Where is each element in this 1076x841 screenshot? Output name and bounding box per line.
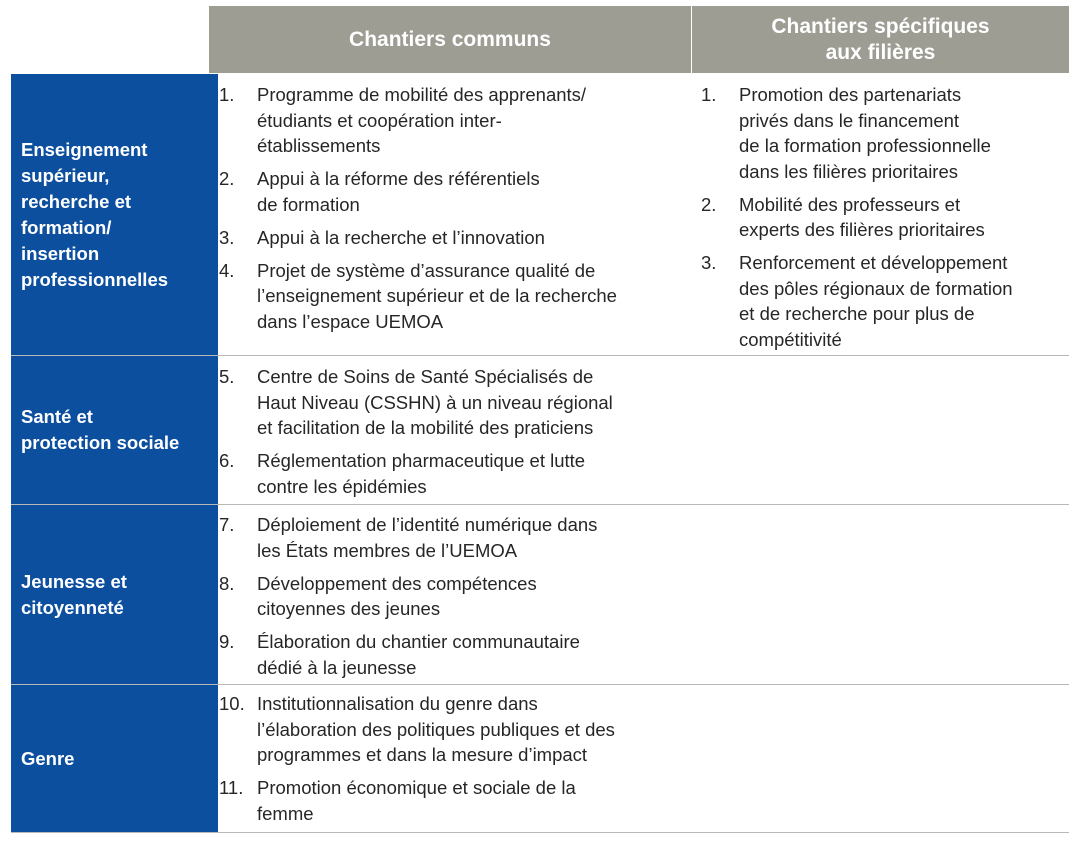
item-text: Élaboration du chantier communautaire dédié à la jeunesse xyxy=(257,631,580,678)
item-text: Réglementation pharmaceutique et lutte contre les épidémies xyxy=(257,450,586,497)
list-item xyxy=(219,364,689,441)
list-item xyxy=(701,250,1069,352)
list-item xyxy=(219,775,689,826)
item-number: 1. xyxy=(701,84,717,105)
list-item xyxy=(219,258,689,335)
list-item xyxy=(219,629,689,680)
common-list xyxy=(219,691,689,834)
list-item xyxy=(219,225,689,251)
list-item xyxy=(701,82,1069,184)
list-item xyxy=(219,691,689,768)
item-text: Appui à la réforme des référentiels de formation xyxy=(257,168,540,215)
list-item xyxy=(219,571,689,622)
row-label-text: Jeunesse et citoyenneté xyxy=(21,570,127,618)
item-text: Promotion des partenariats privés dans le financement de la formation professionnelle dans les filières prioritaires xyxy=(739,84,991,182)
item-text: Déploiement de l’identité numérique dans les États membres de l’UEMOA xyxy=(257,514,598,561)
table-row xyxy=(11,356,1069,505)
item-number: 7. xyxy=(219,514,235,535)
table-row xyxy=(11,505,1069,685)
row-label xyxy=(11,74,218,355)
list-item xyxy=(701,192,1069,243)
item-number: 2. xyxy=(219,168,235,189)
item-number: 11. xyxy=(219,777,244,798)
item-number: 10. xyxy=(219,693,245,714)
list-item xyxy=(219,448,689,499)
table-row xyxy=(11,685,1069,833)
item-text: Promotion économique et sociale de la femme xyxy=(257,777,576,824)
item-text: Centre de Soins de Santé Spécialisés de Haut Niveau (CSSHN) à un niveau régional et facilitation de la mobilité des praticiens xyxy=(257,366,613,438)
item-number: 2. xyxy=(701,193,717,215)
item-text: Projet de système d’assurance qualité de l’enseignement supérieur et de la recherche dans l’espace UEMOA xyxy=(257,259,617,332)
item-number: 3. xyxy=(701,252,717,273)
item-number: 8. xyxy=(219,572,235,594)
item-number: 9. xyxy=(219,631,235,652)
header-chantiers-communs-text: Chantiers communs xyxy=(349,27,551,51)
item-text: Institutionnalisation du genre dans l’élaboration des politiques publiques et des programmes et dans la mesure d’impact xyxy=(257,693,615,765)
specific-list xyxy=(701,82,1069,360)
row-label xyxy=(11,685,218,832)
list-item xyxy=(219,512,689,563)
table-row xyxy=(11,74,1069,356)
header-chantiers-specifiques-text: Chantiers spécifiques aux filières xyxy=(771,14,990,64)
row-label xyxy=(11,505,218,684)
item-text: Renforcement et développement des pôles régionaux de formation et de recherche pour plus de compétitivité xyxy=(739,252,1013,350)
common-list xyxy=(219,82,689,342)
item-number: 1. xyxy=(219,84,235,105)
item-text: Mobilité des professeurs et experts des filières prioritaires xyxy=(739,193,985,240)
row-label-text: Genre xyxy=(21,747,75,769)
row-label-text: Santé et protection sociale xyxy=(21,406,180,453)
list-item xyxy=(219,82,689,159)
item-text: Appui à la recherche et l’innovation xyxy=(257,226,545,248)
header-chantiers-specifiques xyxy=(692,6,1069,73)
item-number: 4. xyxy=(219,259,235,281)
item-text: Programme de mobilité des apprenants/ étudiants et coopération inter- établissements xyxy=(257,84,587,156)
common-list xyxy=(219,512,689,688)
item-number: 5. xyxy=(219,366,235,387)
row-label xyxy=(11,356,218,504)
item-number: 3. xyxy=(219,226,235,248)
item-text: Développement des compétences citoyennes des jeunes xyxy=(257,572,537,619)
header-chantiers-communs xyxy=(209,6,691,73)
row-label-text: Enseignement supérieur, recherche et formation/ insertion professionnelles xyxy=(21,138,169,290)
list-item xyxy=(219,166,689,217)
common-list xyxy=(219,364,689,507)
item-number: 6. xyxy=(219,450,235,471)
